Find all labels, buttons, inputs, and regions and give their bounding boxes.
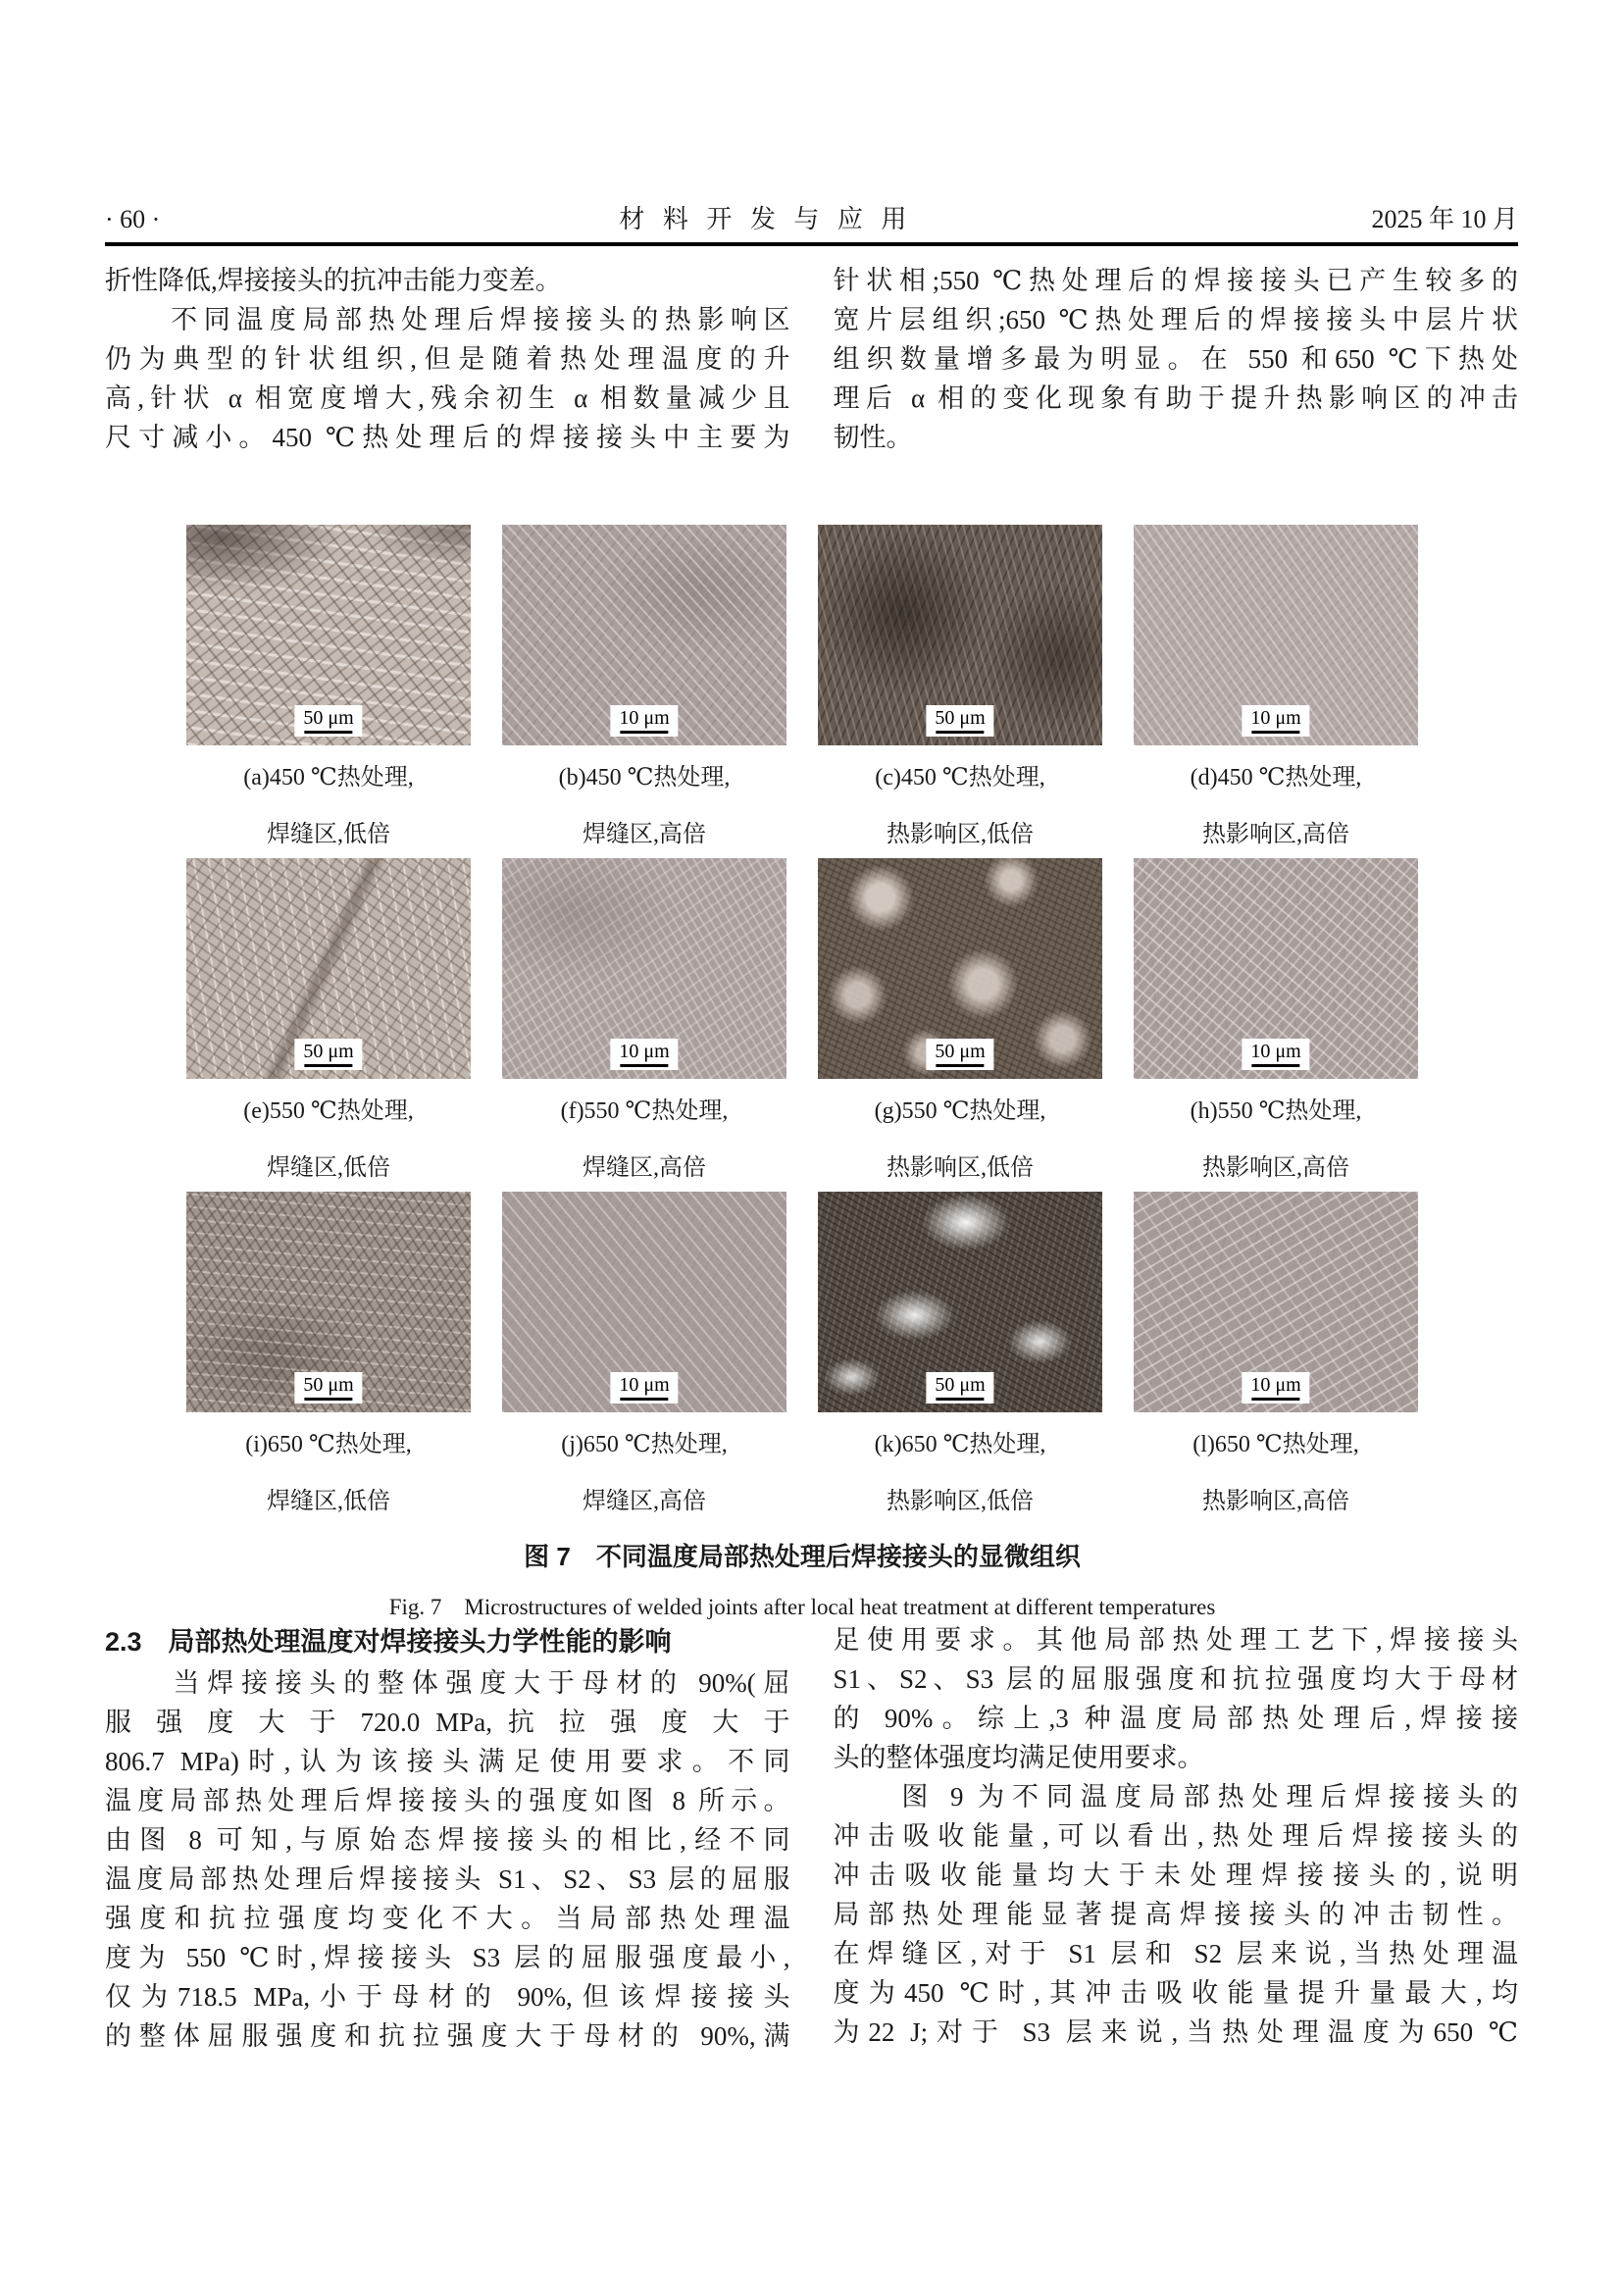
text-line: 不同温度局部热处理后焊接接头的热影响区	[105, 305, 790, 334]
scale-line	[620, 731, 668, 734]
caption-line: 焊缝区,低倍	[267, 1155, 390, 1181]
text-line: 针状相;550 ℃热处理后的焊接接头已产生较多的	[833, 266, 1518, 295]
figure-captions-450	[186, 745, 1418, 858]
scale-line	[1251, 1398, 1299, 1401]
scale-bar	[610, 1039, 678, 1070]
text-line: 韧性。	[833, 423, 913, 452]
text-line: 组织数量增多最为明显。在 550 和650 ℃下热处	[833, 344, 1518, 374]
body-left-column	[105, 1620, 790, 2056]
caption-line: (f)550 ℃热处理,	[560, 1098, 729, 1124]
scale-label: 50 μm	[303, 1374, 354, 1396]
text-line: 折性降低,焊接接头的抗冲击能力变差。	[105, 266, 562, 295]
caption-f	[502, 1079, 786, 1192]
caption-a	[186, 745, 471, 858]
header-rule	[105, 242, 1518, 246]
caption-line: (l)650 ℃热处理,	[1192, 1432, 1359, 1457]
scale-line	[620, 1398, 668, 1401]
intro-right-column	[834, 261, 1519, 457]
figure-captions-550	[186, 1079, 1418, 1192]
caption-line: 热影响区,高倍	[1202, 1489, 1349, 1514]
scale-line	[304, 731, 352, 734]
section-heading: 2.3 局部热处理温度对焊接接头力学性能的影响	[105, 1627, 672, 1657]
figure-row-550	[186, 858, 1418, 1079]
figure-caption-en: Fig. 7 Microstructures of welded joints after local heat treatment at different temperatures	[388, 1595, 1216, 1619]
caption-j	[502, 1412, 786, 1525]
caption-line: (j)650 ℃热处理,	[561, 1432, 728, 1457]
scale-label: 50 μm	[303, 707, 354, 729]
text-line: 度为 550 ℃时,焊接接头 S3 层的屈服强度最小,	[105, 1943, 790, 1972]
text-line: 806.7 MPa)时,认为该接头满足使用要求。不同	[105, 1747, 790, 1776]
text-line: 温度局部热处理后焊接接头 S1、S2、S3 层的屈服	[105, 1864, 790, 1894]
text-line: 冲击吸收能量,可以看出,热处理后焊接接头的	[833, 1821, 1518, 1851]
scale-line	[936, 1398, 984, 1401]
text-line: 图 9 为不同温度局部热处理后焊接接头的	[833, 1782, 1518, 1811]
micrograph-f	[502, 858, 786, 1079]
caption-line: 焊缝区,高倍	[583, 1155, 706, 1181]
scale-bar	[610, 1372, 678, 1403]
intro-left-column	[105, 261, 790, 457]
scale-bar	[1242, 705, 1309, 737]
scale-line	[304, 1064, 352, 1067]
text-line: 仅为718.5 MPa,小于母材的 90%,但该焊接接头	[105, 1982, 790, 2012]
micrograph-c	[818, 525, 1102, 745]
caption-line: (g)550 ℃热处理,	[874, 1098, 1046, 1124]
caption-line: (c)450 ℃热处理,	[875, 765, 1045, 791]
caption-line: 热影响区,高倍	[1202, 822, 1349, 847]
caption-line: 热影响区,低倍	[887, 822, 1034, 847]
page-number: · 60 ·	[105, 205, 161, 233]
caption-d	[1134, 745, 1418, 858]
figure-row-450	[186, 525, 1418, 745]
scale-line	[1251, 1064, 1299, 1067]
micrograph-k	[818, 1192, 1102, 1412]
caption-b	[502, 745, 786, 858]
intro-section	[105, 261, 1518, 457]
caption-line: 焊缝区,高倍	[583, 822, 706, 847]
text-line: 尺寸减小。450 ℃热处理后的焊接接头中主要为	[105, 423, 790, 452]
scale-label: 50 μm	[935, 1041, 986, 1062]
caption-line: 热影响区,低倍	[887, 1155, 1034, 1181]
caption-k	[818, 1412, 1102, 1525]
scale-line	[936, 731, 984, 734]
caption-line: (i)650 ℃热处理,	[245, 1432, 412, 1457]
text-line: 仍为典型的针状组织,但是随着热处理温度的升	[105, 344, 790, 374]
scale-bar	[294, 1039, 362, 1070]
scale-bar	[294, 705, 362, 737]
text-line: 冲击吸收能量均大于未处理焊接接头的,说明	[833, 1861, 1518, 1890]
caption-c	[818, 745, 1102, 858]
text-line: 当焊接接头的整体强度大于母材的 90%(屈	[105, 1668, 790, 1698]
caption-e	[186, 1079, 471, 1192]
scale-bar	[926, 705, 993, 737]
scale-label: 50 μm	[303, 1041, 354, 1062]
scale-label: 50 μm	[935, 707, 986, 729]
figure-caption-zh: 图 7 不同温度局部热处理后焊接接头的显微组织	[524, 1542, 1081, 1571]
scale-bar	[1242, 1039, 1309, 1070]
scale-label: 10 μm	[1250, 1374, 1301, 1396]
micrograph-i	[186, 1192, 471, 1412]
figure-captions-650	[186, 1412, 1418, 1525]
caption-line: (e)550 ℃热处理,	[243, 1098, 414, 1124]
caption-line: 焊缝区,低倍	[267, 822, 390, 847]
caption-line: (h)550 ℃热处理,	[1190, 1098, 1362, 1124]
scale-line	[620, 1064, 668, 1067]
micrograph-b	[502, 525, 786, 745]
page-header	[105, 199, 1518, 235]
scale-bar	[294, 1372, 362, 1403]
micrograph-j	[502, 1192, 786, 1412]
micrograph-h	[1134, 858, 1418, 1079]
micrograph-a	[186, 525, 471, 745]
text-line: 高,针状 α 相宽度增大,残余初生 α 相数量减少且	[105, 383, 790, 413]
scale-label: 10 μm	[1250, 1041, 1301, 1062]
text-line: 度为450 ℃时,其冲击吸收能量提升量最大,均	[833, 1978, 1518, 2008]
text-line: 为22 J;对于 S3 层来说,当热处理温度为650 ℃	[833, 2017, 1518, 2047]
text-line: S1、S2、S3 层的屈服强度和抗拉强度均大于母材	[833, 1664, 1518, 1694]
micrograph-g	[818, 858, 1102, 1079]
caption-line: (b)450 ℃热处理,	[558, 765, 731, 791]
caption-line: 焊缝区,高倍	[583, 1489, 706, 1514]
scale-label: 10 μm	[619, 1041, 670, 1062]
text-line: 的 90%。综上,3 种温度局部热处理后,焊接接	[833, 1704, 1518, 1733]
text-line: 局部热处理能显著提高焊接接头的冲击韧性。	[833, 1900, 1518, 1929]
text-line: 在焊缝区,对于 S1 层和 S2 层来说,当热处理温	[833, 1939, 1518, 1968]
caption-h	[1134, 1079, 1418, 1192]
caption-l	[1134, 1412, 1418, 1525]
scale-bar	[610, 705, 678, 737]
figure-row-650	[186, 1192, 1418, 1412]
scale-bar	[926, 1372, 993, 1403]
text-line: 头的整体强度均满足使用要求。	[833, 1743, 1204, 1772]
text-line: 宽片层组织;650 ℃热处理后的焊接接头中层片状	[833, 305, 1518, 334]
issue-date: 2025 年 10 月	[1371, 205, 1518, 233]
scale-bar	[926, 1039, 993, 1070]
scale-label: 10 μm	[619, 707, 670, 729]
section-2-3	[105, 1620, 1518, 2056]
caption-line: 焊缝区,低倍	[267, 1489, 390, 1514]
caption-i	[186, 1412, 471, 1525]
scale-line	[1251, 731, 1299, 734]
caption-g	[818, 1079, 1102, 1192]
text-line: 服 强 度 大 于 720.0 MPa, 抗 拉 强 度 大 于	[105, 1708, 790, 1737]
micrograph-e	[186, 858, 471, 1079]
caption-line: 热影响区,高倍	[1202, 1155, 1349, 1181]
scale-line	[304, 1398, 352, 1401]
text-line: 的整体屈服强度和抗拉强度大于母材的 90%,满	[105, 2021, 790, 2051]
caption-line: (a)450 ℃热处理,	[243, 765, 414, 791]
caption-line: 热影响区,低倍	[887, 1489, 1034, 1514]
scale-line	[936, 1064, 984, 1067]
text-line: 温度局部热处理后焊接接头的强度如图 8 所示。	[105, 1786, 790, 1815]
journal-title: 材 料 开 发 与 应 用	[619, 205, 913, 233]
scale-label: 10 μm	[1250, 707, 1301, 729]
micrograph-l	[1134, 1192, 1418, 1412]
scale-label: 50 μm	[935, 1374, 986, 1396]
caption-line: (k)650 ℃热处理,	[874, 1432, 1046, 1457]
text-line: 强度和抗拉强度均变化不大。当局部热处理温	[105, 1904, 790, 1933]
micrograph-d	[1134, 525, 1418, 745]
text-line: 足使用要求。其他局部热处理工艺下,焊接接头	[833, 1625, 1518, 1655]
scale-bar	[1242, 1372, 1309, 1403]
figure-7	[186, 525, 1418, 1621]
text-line: 由图 8 可知,与原始态焊接接头的相比,经不同	[105, 1825, 790, 1855]
caption-line: (d)450 ℃热处理,	[1190, 765, 1362, 791]
scale-label: 10 μm	[619, 1374, 670, 1396]
body-right-column	[834, 1620, 1519, 2056]
text-line: 理后 α 相的变化现象有助于提升热影响区的冲击	[833, 383, 1518, 413]
